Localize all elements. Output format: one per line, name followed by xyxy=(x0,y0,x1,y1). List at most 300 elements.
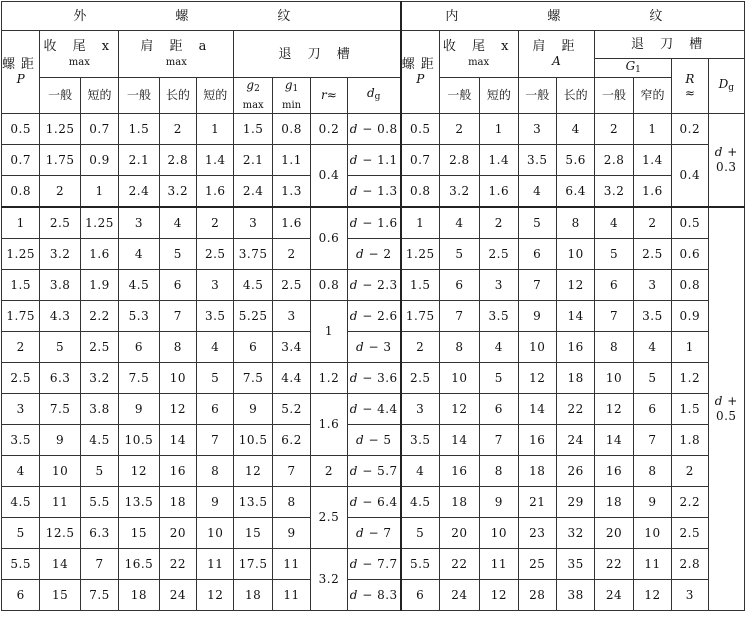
g2-cell: 4.5 xyxy=(234,270,272,301)
int-tail-short-cell: 10 xyxy=(480,518,518,549)
int-shoulder-long-cell: 24 xyxy=(556,425,594,456)
ext-shoulder-general-cell: 15 xyxy=(119,518,159,549)
R-cell: 1.8 xyxy=(672,425,708,456)
int-shoulder-general-cell: 5 xyxy=(518,207,556,239)
ext-tail-general-cell: 6.3 xyxy=(40,363,80,394)
ext-pitch-cell: 4 xyxy=(2,456,40,487)
G1-narrow-cell: 3.5 xyxy=(633,301,671,332)
ext-pitch-cell: 1.25 xyxy=(2,239,40,270)
ext-shoulder-general-cell: 7.5 xyxy=(119,363,159,394)
int-shoulder-general-cell: 16 xyxy=(518,425,556,456)
ext-tail-general-cell: 1.75 xyxy=(40,145,80,176)
int-shoulder-long-cell: 16 xyxy=(556,332,594,363)
int-tail-general-cell: 2.8 xyxy=(439,145,479,176)
ext-tail-short-cell: 0.9 xyxy=(80,145,118,176)
g2-cell: 10.5 xyxy=(234,425,272,456)
g1-cell: 8 xyxy=(272,487,310,518)
ext-pitch-cell: 0.7 xyxy=(2,145,40,176)
int-shoulder-long-cell: 22 xyxy=(556,394,594,425)
ext-tail-short-cell: 1.25 xyxy=(80,207,118,239)
table-row xyxy=(2,394,745,425)
R-cell: 0.8 xyxy=(672,270,708,301)
g1-cell: 6.2 xyxy=(272,425,310,456)
ext-shoulder-general-cell: 4.5 xyxy=(119,270,159,301)
g1-cell: 1.3 xyxy=(272,176,310,208)
ext-shoulder-long-cell: 12 xyxy=(159,394,196,425)
G1-general-cell: 2 xyxy=(595,114,633,145)
R-cell: 1.5 xyxy=(672,394,708,425)
int-pitch-cell: 0.7 xyxy=(401,145,439,176)
ext-shoulder-general-cell: 3 xyxy=(119,207,159,239)
int-tail-short-cell: 3 xyxy=(480,270,518,301)
int-pitch-cell: 2 xyxy=(401,332,439,363)
R-cell: 2 xyxy=(672,456,708,487)
ext-tail-short-cell: 2.2 xyxy=(80,301,118,332)
ext-tail-general-cell: 10 xyxy=(40,456,80,487)
int-shoulder-general-cell: 25 xyxy=(518,549,556,580)
int-tail-short-cell: 5 xyxy=(480,363,518,394)
ext-shoulder-general-cell: 13.5 xyxy=(119,487,159,518)
G1-narrow-cell: 5 xyxy=(633,363,671,394)
ext-shoulder-short-cell: 6 xyxy=(197,394,234,425)
ext-shoulder-short-header: 短的 xyxy=(197,78,234,114)
R-cell: 2.5 xyxy=(672,518,708,549)
int-shoulder-long-cell: 29 xyxy=(556,487,594,518)
r-cell: 3.2 xyxy=(311,549,347,611)
g1-cell: 11 xyxy=(272,580,310,611)
G1-narrow-cell: 10 xyxy=(633,518,671,549)
R-cell: 2.8 xyxy=(672,549,708,580)
ext-shoulder-short-cell: 12 xyxy=(197,580,234,611)
int-pitch-cell: 4.5 xyxy=(401,487,439,518)
int-shoulder-general-cell: 14 xyxy=(518,394,556,425)
int-shoulder-long-cell: 6.4 xyxy=(556,176,594,208)
ext-shoulder-header: 肩 距 a max xyxy=(119,31,234,78)
int-shoulder-long-header: 长的 xyxy=(556,78,594,114)
ext-tail-general-cell: 4.3 xyxy=(40,301,80,332)
ext-shoulder-long-cell: 22 xyxy=(159,549,196,580)
int-tail-general-cell: 4 xyxy=(439,207,479,239)
ext-tail-short-cell: 5 xyxy=(80,456,118,487)
g1-cell: 0.8 xyxy=(272,114,310,145)
ext-pitch-cell: 6 xyxy=(2,580,40,611)
thread-dimensions-table xyxy=(1,1,745,611)
int-shoulder-general-cell: 10 xyxy=(518,332,556,363)
table-row xyxy=(2,425,745,456)
table-row xyxy=(2,145,745,176)
table-row xyxy=(2,176,745,208)
r-cell: 0.6 xyxy=(311,207,347,270)
Dg-header: $D_g$ xyxy=(708,59,744,114)
G1-narrow-cell: 11 xyxy=(633,549,671,580)
int-shoulder-general-cell: 23 xyxy=(518,518,556,549)
int-tail-short-cell: 12 xyxy=(480,580,518,611)
ext-shoulder-long-cell: 6 xyxy=(159,270,196,301)
r-cell: 2 xyxy=(311,456,347,487)
dg-cell: d − 5.7 xyxy=(347,456,401,487)
G1-narrow-cell: 1.4 xyxy=(633,145,671,176)
g1-cell: 3.4 xyxy=(272,332,310,363)
dg-cell: d − 5 xyxy=(347,425,401,456)
int-shoulder-long-cell: 10 xyxy=(556,239,594,270)
g2-cell: 17.5 xyxy=(234,549,272,580)
int-pitch-cell: 3 xyxy=(401,394,439,425)
G1-general-cell: 22 xyxy=(595,549,633,580)
int-shoulder-general-cell: 4 xyxy=(518,176,556,208)
int-pitch-cell: 4 xyxy=(401,456,439,487)
int-tail-general-cell: 10 xyxy=(439,363,479,394)
Dg-cell-top: d + 0.3 xyxy=(708,114,744,208)
ext-shoulder-long-cell: 2.8 xyxy=(159,145,196,176)
ext-tail-general-cell: 3.2 xyxy=(40,239,80,270)
ext-shoulder-general-cell: 6 xyxy=(119,332,159,363)
G1-general-cell: 8 xyxy=(595,332,633,363)
ext-tail-short-cell: 0.7 xyxy=(80,114,118,145)
R-cell: 0.5 xyxy=(672,207,708,239)
g1-cell: 2.5 xyxy=(272,270,310,301)
table-row xyxy=(2,114,745,145)
int-tail-short-cell: 2.5 xyxy=(480,239,518,270)
ext-shoulder-short-cell: 10 xyxy=(197,518,234,549)
ext-pitch-cell: 3 xyxy=(2,394,40,425)
G1-narrow-cell: 6 xyxy=(633,394,671,425)
ext-shoulder-short-cell: 2.5 xyxy=(197,239,234,270)
ext-pitch-cell: 1 xyxy=(2,207,40,239)
dg-cell: d − 4.4 xyxy=(347,394,401,425)
G1-general-cell: 14 xyxy=(595,425,633,456)
ext-pitch-cell: 0.5 xyxy=(2,114,40,145)
ext-tail-short-cell: 7 xyxy=(80,549,118,580)
g1-cell: 4.4 xyxy=(272,363,310,394)
dg-cell: d − 0.8 xyxy=(347,114,401,145)
int-tail-general-cell: 12 xyxy=(439,394,479,425)
r-cell: 0.2 xyxy=(311,114,347,145)
int-tail-short-cell: 8 xyxy=(480,456,518,487)
Dg-cell-bottom: d + 0.5 xyxy=(708,207,744,611)
int-tail-general-cell: 8 xyxy=(439,332,479,363)
G1-narrow-cell: 1 xyxy=(633,114,671,145)
g2-cell: 3.75 xyxy=(234,239,272,270)
int-tail-general-cell: 3.2 xyxy=(439,176,479,208)
int-tail-general-cell: 16 xyxy=(439,456,479,487)
R-cell: 1 xyxy=(672,332,708,363)
int-shoulder-long-cell: 4 xyxy=(556,114,594,145)
int-shoulder-general-cell: 12 xyxy=(518,363,556,394)
ext-shoulder-short-cell: 5 xyxy=(197,363,234,394)
g1-cell: 3 xyxy=(272,301,310,332)
r-cell: 1.2 xyxy=(311,363,347,394)
g1-header: $g_1$ min xyxy=(272,78,310,114)
dg-cell: d − 3 xyxy=(347,332,401,363)
G1-narrow-cell: 12 xyxy=(633,580,671,611)
g2-cell: 15 xyxy=(234,518,272,549)
ext-shoulder-general-cell: 2.1 xyxy=(119,145,159,176)
int-pitch-cell: 5.5 xyxy=(401,549,439,580)
ext-shoulder-short-cell: 3.5 xyxy=(197,301,234,332)
ext-tail-general-cell: 1.25 xyxy=(40,114,80,145)
ext-pitch-cell: 5.5 xyxy=(2,549,40,580)
ext-tail-general-cell: 2.5 xyxy=(40,207,80,239)
ext-tail-general-cell: 14 xyxy=(40,549,80,580)
int-tail-short-cell: 4 xyxy=(480,332,518,363)
table-body xyxy=(2,114,745,611)
ext-tail-general-cell: 11 xyxy=(40,487,80,518)
ext-shoulder-long-cell: 14 xyxy=(159,425,196,456)
ext-shoulder-long-cell: 2 xyxy=(159,114,196,145)
dg-cell: d − 2 xyxy=(347,239,401,270)
int-shoulder-general-cell: 21 xyxy=(518,487,556,518)
g2-cell: 7.5 xyxy=(234,363,272,394)
ext-shoulder-short-cell: 1 xyxy=(197,114,234,145)
ext-tail-general-cell: 15 xyxy=(40,580,80,611)
R-cell: 1.2 xyxy=(672,363,708,394)
ext-pitch-cell: 3.5 xyxy=(2,425,40,456)
G1-general-cell: 5 xyxy=(595,239,633,270)
ext-shoulder-long-cell: 20 xyxy=(159,518,196,549)
table-row xyxy=(2,207,745,239)
ext-shoulder-short-cell: 1.4 xyxy=(197,145,234,176)
table-row xyxy=(2,580,745,611)
int-tail-short-cell: 2 xyxy=(480,207,518,239)
ext-shoulder-general-cell: 16.5 xyxy=(119,549,159,580)
ext-shoulder-general-cell: 18 xyxy=(119,580,159,611)
r-cell: 1.6 xyxy=(311,394,347,456)
table-row xyxy=(2,332,745,363)
int-shoulder-general-cell: 3.5 xyxy=(518,145,556,176)
ext-shoulder-general-cell: 5.3 xyxy=(119,301,159,332)
table-row xyxy=(2,301,745,332)
ext-tail-short-cell: 4.5 xyxy=(80,425,118,456)
g1-cell: 1.6 xyxy=(272,207,310,239)
g1-cell: 5.2 xyxy=(272,394,310,425)
int-shoulder-general-cell: 28 xyxy=(518,580,556,611)
ext-tail-short-cell: 3.8 xyxy=(80,394,118,425)
G1-general-cell: 16 xyxy=(595,456,633,487)
ext-shoulder-short-cell: 2 xyxy=(197,207,234,239)
R-cell: 3 xyxy=(672,580,708,611)
g2-cell: 13.5 xyxy=(234,487,272,518)
ext-shoulder-long-header: 长的 xyxy=(159,78,196,114)
ext-tail-short-cell: 3.2 xyxy=(80,363,118,394)
int-shoulder-general-header: 一般 xyxy=(518,78,556,114)
int-tail-general-cell: 22 xyxy=(439,549,479,580)
ext-tail-general-cell: 7.5 xyxy=(40,394,80,425)
ext-pitch-cell: 0.8 xyxy=(2,176,40,208)
ext-tail-general-cell: 3.8 xyxy=(40,270,80,301)
ext-shoulder-short-cell: 4 xyxy=(197,332,234,363)
g1-cell: 9 xyxy=(272,518,310,549)
int-tail-short-cell: 9 xyxy=(480,487,518,518)
g2-cell: 12 xyxy=(234,456,272,487)
ext-tail-short-cell: 1.9 xyxy=(80,270,118,301)
ext-tail-general-cell: 5 xyxy=(40,332,80,363)
G1-narrow-cell: 8 xyxy=(633,456,671,487)
ext-shoulder-long-cell: 7 xyxy=(159,301,196,332)
int-groove-header: 退 刀 槽 xyxy=(595,31,745,59)
G1-general-cell: 10 xyxy=(595,363,633,394)
int-shoulder-long-cell: 8 xyxy=(556,207,594,239)
ext-pitch-cell: 1.75 xyxy=(2,301,40,332)
table-row xyxy=(2,270,745,301)
table-row xyxy=(2,487,745,518)
ext-tail-short-cell: 1.6 xyxy=(80,239,118,270)
ext-shoulder-general-cell: 1.5 xyxy=(119,114,159,145)
ext-shoulder-long-cell: 16 xyxy=(159,456,196,487)
G1-narrow-header: 窄的 xyxy=(633,78,671,114)
ext-tail-short-cell: 1 xyxy=(80,176,118,208)
dg-cell: d − 7 xyxy=(347,518,401,549)
int-tail-header: 收 尾 x max xyxy=(439,31,518,78)
ext-tail-short-cell: 6.3 xyxy=(80,518,118,549)
int-tail-short-cell: 1.6 xyxy=(480,176,518,208)
g2-cell: 18 xyxy=(234,580,272,611)
g1-cell: 7 xyxy=(272,456,310,487)
int-tail-general-cell: 2 xyxy=(439,114,479,145)
G1-general-cell: 4 xyxy=(595,207,633,239)
dg-cell: d − 2.6 xyxy=(347,301,401,332)
ext-shoulder-long-cell: 3.2 xyxy=(159,176,196,208)
g2-cell: 9 xyxy=(234,394,272,425)
ext-shoulder-short-cell: 1.6 xyxy=(197,176,234,208)
ext-shoulder-general-cell: 9 xyxy=(119,394,159,425)
dg-cell: d − 3.6 xyxy=(347,363,401,394)
int-tail-general-cell: 14 xyxy=(439,425,479,456)
G1-narrow-cell: 1.6 xyxy=(633,176,671,208)
int-tail-short-cell: 1 xyxy=(480,114,518,145)
int-pitch-cell: 1.75 xyxy=(401,301,439,332)
R-cell: 0.4 xyxy=(672,145,708,208)
R-cell: 0.6 xyxy=(672,239,708,270)
r-cell: 1 xyxy=(311,301,347,363)
g1-cell: 11 xyxy=(272,549,310,580)
table-row xyxy=(2,549,745,580)
R-header: R ≈ xyxy=(672,59,708,114)
external-thread-title: 外 螺 纹 xyxy=(2,2,401,31)
g2-header: $g_2$ max xyxy=(234,78,272,114)
ext-tail-short-header: 短的 xyxy=(80,78,118,114)
int-shoulder-general-cell: 7 xyxy=(518,270,556,301)
ext-shoulder-long-cell: 4 xyxy=(159,207,196,239)
int-pitch-cell: 0.5 xyxy=(401,114,439,145)
ext-shoulder-long-cell: 8 xyxy=(159,332,196,363)
int-tail-short-cell: 11 xyxy=(480,549,518,580)
ext-tail-short-cell: 2.5 xyxy=(80,332,118,363)
ext-shoulder-general-cell: 4 xyxy=(119,239,159,270)
dg-header: $d_g$ xyxy=(347,78,401,114)
dg-cell: d − 1.1 xyxy=(347,145,401,176)
ext-shoulder-short-cell: 9 xyxy=(197,487,234,518)
int-tail-general-cell: 6 xyxy=(439,270,479,301)
int-tail-general-cell: 24 xyxy=(439,580,479,611)
G1-general-cell: 24 xyxy=(595,580,633,611)
ext-tail-short-cell: 5.5 xyxy=(80,487,118,518)
ext-shoulder-long-cell: 24 xyxy=(159,580,196,611)
int-pitch-cell: 1.25 xyxy=(401,239,439,270)
dg-cell: d − 1.6 xyxy=(347,207,401,239)
G1-narrow-cell: 3 xyxy=(633,270,671,301)
G1-general-cell: 6 xyxy=(595,270,633,301)
int-shoulder-long-cell: 26 xyxy=(556,456,594,487)
int-pitch-cell: 2.5 xyxy=(401,363,439,394)
int-shoulder-long-cell: 5.6 xyxy=(556,145,594,176)
int-tail-short-cell: 3.5 xyxy=(480,301,518,332)
ext-shoulder-long-cell: 5 xyxy=(159,239,196,270)
G1-general-cell: 2.8 xyxy=(595,145,633,176)
g2-cell: 2.1 xyxy=(234,145,272,176)
int-shoulder-general-cell: 3 xyxy=(518,114,556,145)
int-pitch-cell: 1.5 xyxy=(401,270,439,301)
int-tail-short-cell: 1.4 xyxy=(480,145,518,176)
int-pitch-cell: 1 xyxy=(401,207,439,239)
g2-cell: 2.4 xyxy=(234,176,272,208)
int-tail-short-cell: 7 xyxy=(480,425,518,456)
r-header: r≈ xyxy=(311,78,347,114)
table-row xyxy=(2,363,745,394)
G1-header: $G_1$ xyxy=(595,59,672,78)
ext-shoulder-general-cell: 12 xyxy=(119,456,159,487)
g2-cell: 6 xyxy=(234,332,272,363)
G1-general-cell: 12 xyxy=(595,394,633,425)
G1-general-cell: 20 xyxy=(595,518,633,549)
G1-general-header: 一般 xyxy=(595,78,633,114)
g2-cell: 1.5 xyxy=(234,114,272,145)
table-row xyxy=(2,456,745,487)
g1-cell: 2 xyxy=(272,239,310,270)
r-cell: 0.8 xyxy=(311,270,347,301)
table-row xyxy=(2,239,745,270)
ext-shoulder-short-cell: 7 xyxy=(197,425,234,456)
r-cell: 0.4 xyxy=(311,145,347,208)
ext-pitch-cell: 2.5 xyxy=(2,363,40,394)
int-shoulder-header: 肩 距 A xyxy=(518,31,595,78)
int-tail-general-cell: 18 xyxy=(439,487,479,518)
g2-cell: 3 xyxy=(234,207,272,239)
dg-cell: d − 1.3 xyxy=(347,176,401,208)
int-pitch-header: 螺距 P xyxy=(401,31,439,114)
ext-shoulder-long-cell: 18 xyxy=(159,487,196,518)
ext-shoulder-general-cell: 2.4 xyxy=(119,176,159,208)
ext-pitch-header: 螺距 P xyxy=(2,31,40,114)
int-pitch-cell: 0.8 xyxy=(401,176,439,208)
r-cell: 2.5 xyxy=(311,487,347,549)
ext-shoulder-long-cell: 10 xyxy=(159,363,196,394)
ext-shoulder-general-cell: 10.5 xyxy=(119,425,159,456)
int-shoulder-long-cell: 14 xyxy=(556,301,594,332)
G1-general-cell: 18 xyxy=(595,487,633,518)
g1-cell: 1.1 xyxy=(272,145,310,176)
ext-pitch-cell: 4.5 xyxy=(2,487,40,518)
G1-general-cell: 3.2 xyxy=(595,176,633,208)
dg-cell: d − 6.4 xyxy=(347,487,401,518)
int-tail-general-cell: 20 xyxy=(439,518,479,549)
ext-tail-header: 收 尾 x max xyxy=(40,31,119,78)
ext-shoulder-short-cell: 8 xyxy=(197,456,234,487)
int-tail-short-cell: 6 xyxy=(480,394,518,425)
ext-tail-short-cell: 7.5 xyxy=(80,580,118,611)
g2-cell: 5.25 xyxy=(234,301,272,332)
G1-narrow-cell: 2.5 xyxy=(633,239,671,270)
int-shoulder-long-cell: 35 xyxy=(556,549,594,580)
int-tail-general-header: 一般 xyxy=(439,78,479,114)
G1-narrow-cell: 9 xyxy=(633,487,671,518)
R-cell: 0.9 xyxy=(672,301,708,332)
int-shoulder-general-cell: 9 xyxy=(518,301,556,332)
ext-pitch-cell: 1.5 xyxy=(2,270,40,301)
int-shoulder-long-cell: 32 xyxy=(556,518,594,549)
dg-cell: d − 8.3 xyxy=(347,580,401,611)
int-pitch-cell: 3.5 xyxy=(401,425,439,456)
int-pitch-cell: 5 xyxy=(401,518,439,549)
